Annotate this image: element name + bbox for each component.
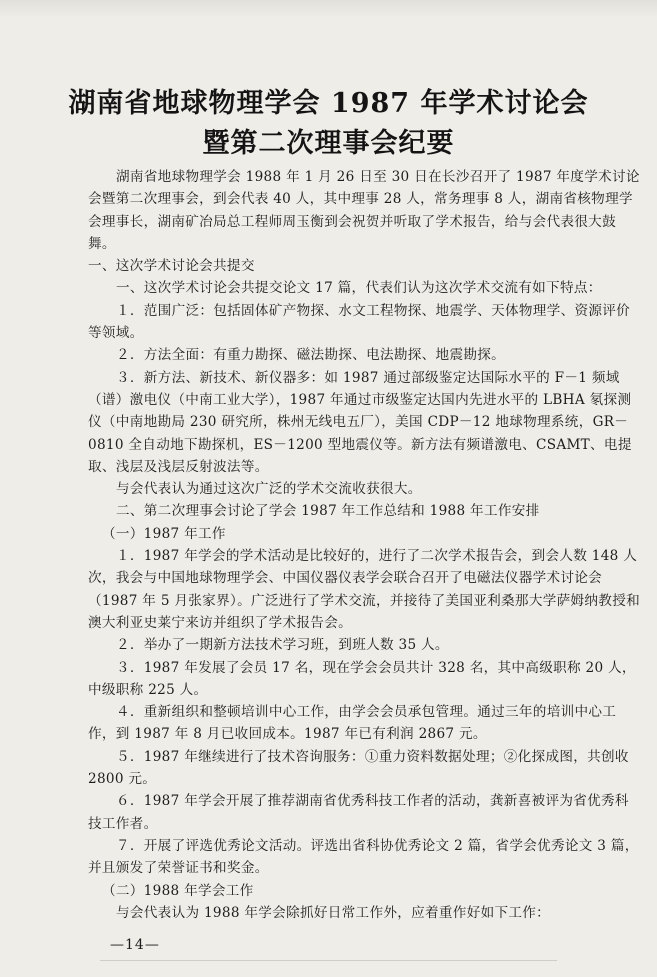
paragraph: 与会代表认为 1988 年学会除抓好日常工作外，应着重作好如下工作： xyxy=(116,904,551,921)
paragraph: 一、这次学术讨论会共提交论文 17 篇，代表们认为这次学术交流有如下特点： xyxy=(116,280,602,297)
paragraph: ４．重新组织和整顿培训中心工作，由学会会员承包管理。通过三年的培训中心工作，到 1987 年 8 月已收回成本。1987 年已有利润 2867 元。 xyxy=(88,704,617,743)
paragraph: （二）1988 年学会工作 xyxy=(102,882,254,899)
paragraph: 湖南省地球物理学会 1988 年 1 月 26 日至 30 日在长沙召开了 1987 年度学术讨论会暨第二次理事会，到会代表 40 人，其中理事 28 人，常务理事 8 人，湖南省核物理学会理事长，湖南矿冶局总工程师周玉衡到会祝贺并听取了学术报告，给与会代表很大鼓舞。 xyxy=(88,169,640,252)
paragraph: 二、第二次理事会讨论了学会 1987 年工作总结和 1988 年工作安排 xyxy=(116,503,540,520)
title-line-1: 湖南省地球物理学会 1987 年学术讨论会 xyxy=(68,88,589,119)
paragraph: 与会代表认为通过这次广泛的学术交流收获很大。 xyxy=(116,481,422,498)
paragraph: 一、这次学术讨论会共提交 xyxy=(88,258,255,275)
paragraph: （一）1987 年工作 xyxy=(102,525,226,542)
paragraph: ７．开展了评选优秀论文活动。评选出省科协优秀论文 2 篇，省学会优秀论文 3 篇，并且颁发了荣誉证书和奖金。 xyxy=(88,837,639,877)
paragraph: ２．方法全面：有重力勘探、磁法勘探、电法勘探、地震勘探。 xyxy=(116,347,506,364)
paragraph: １．范围广泛：包括固体矿产物探、水文工程物探、地震学、天体物理学、资源评价等领域。 xyxy=(88,302,631,342)
paragraph: １．1987 年学会的学术活动是比较好的，进行了二次学术报告会，到会人数 148 人次，我会与中国地球物理学会、中国仪器仪表学会联合召开了电磁法仪器学术讨论会（1987 年 5 月张家界）。广泛进行了学术交流，并接待了美国亚利桑那大学萨姆纳教授和澳大利亚史莱宁来访并组织了学术报告会。 xyxy=(88,548,640,631)
paragraph: ３．1987 年发展了会员 17 名，现在学会会员共计 328 名，其中高级职称 20 人，中级职称 225 人。 xyxy=(88,659,636,698)
paragraph: ６．1987 年学会开展了推荐湖南省优秀科技工作者的活动，龚新喜被评为省优秀科技工作者。 xyxy=(88,793,629,832)
page-number: —14— xyxy=(110,937,160,953)
document-title xyxy=(0,84,657,164)
paragraph: ５．1987 年继续进行了技术咨询服务：①重力资料数据处理；②化探成图，共创收 2800 元。 xyxy=(88,748,629,788)
title-line-2: 暨第二次理事会纪要 xyxy=(202,128,455,159)
document-body xyxy=(88,166,640,924)
paragraph: ２．举办了一期新方法技术学习班，到班人数 35 人。 xyxy=(116,637,449,654)
divider xyxy=(100,960,557,961)
paragraph: ３．新方法、新技术、新仪器多：如 1987 通过部级鉴定达国际水平的 F－1 频域（谱）激电仪（中南工业大学），1987 年通过市级鉴定达国内先进水平的 LBHA 氡探测仪（中南地勘局 230 研究所，株州无线电五厂），美国 CDP－12 地球物理系统，GR－0810 全自动地下勘探机，ES－1200 型地震仪等。新方法有频谱激电、CSAMT、电提取、浅层及浅层反射波法等。 xyxy=(88,369,632,475)
